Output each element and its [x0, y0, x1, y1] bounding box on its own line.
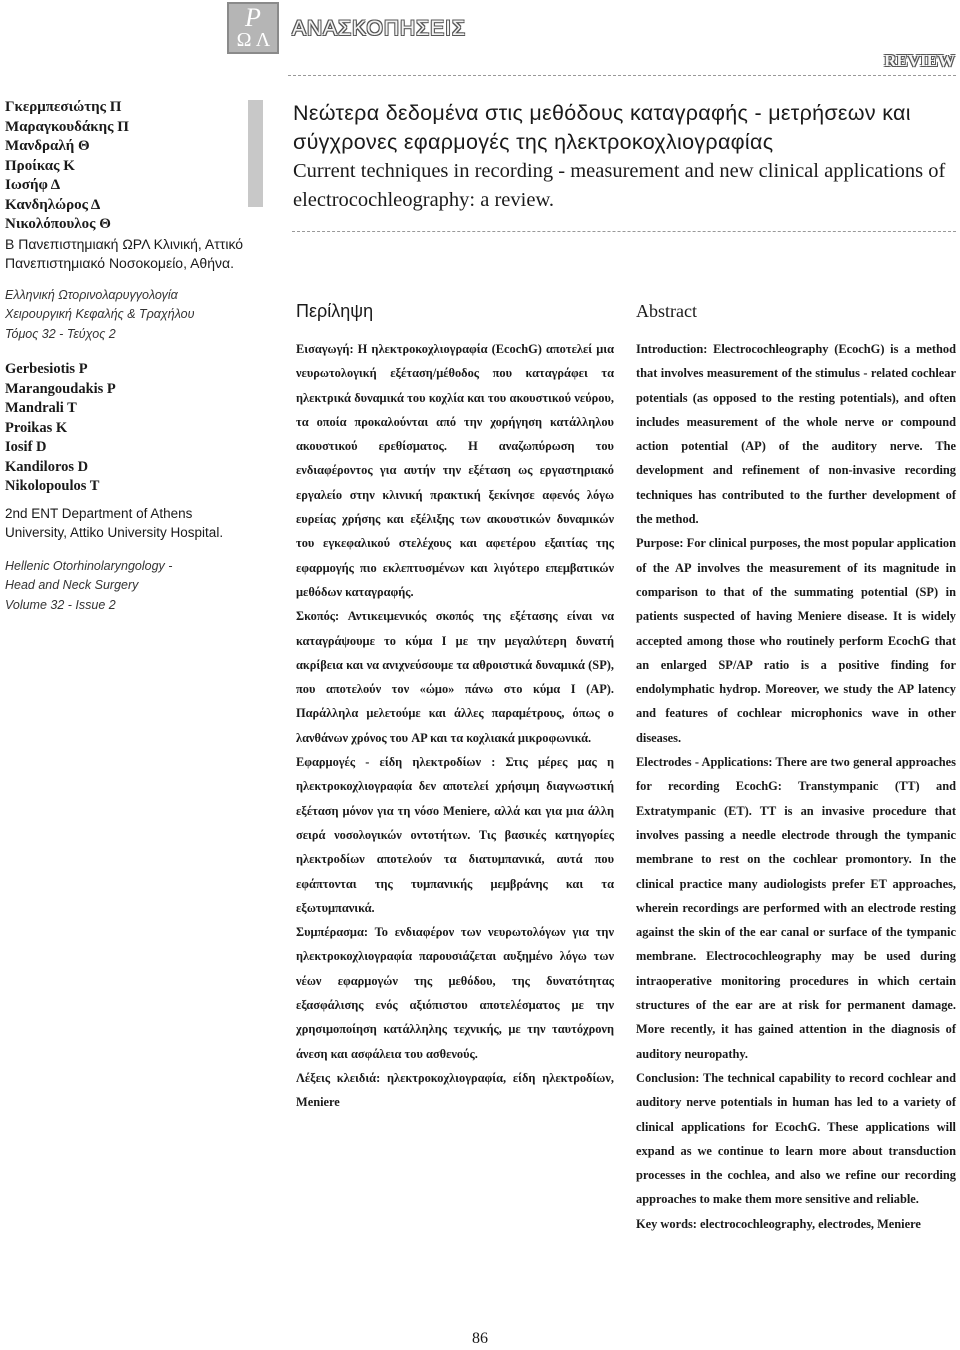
svg-text:P: P — [245, 3, 261, 32]
english-author: Kandiloros D — [5, 458, 89, 475]
greek-affiliation: Β Πανεπιστημιακή ΩΡΛ Κλινική, Αττικό Πανεπιστημιακό Νοσοκομείο, Αθήνα. — [5, 235, 244, 271]
greek-abstract-paragraph: Εισαγωγή: Η ηλεκτροκοχλιογραφία (EcochG) αποτελεί μια νευρωτολογική εξέταση/μέθοδος που καταγράφει τα ηλεκτρικά δυναμικά του κοχλία και του ακουστικού νεύρου, τα οποία προκαλούνται από την χορήγηση κατάλληλου ακουστικού ερεθίσματος. Η αναζωπύρωση του ενδιαφέροντος για αυτήν την εξέταση ως εργαστηριακό εργαλείο στην κλινική πρακτική ξεκίνησε αφενός λόγω ευρείας χρήσης και εξέλιξης των ακουστικών δυναμικών του εγκεφαλικού στελέχους και αφετέρου εξαιτίας της εφαρμογής πιο εκλεπτυσμένων και λιγότερο επεμβατικών μεθόδων καταγραφής. — [296, 342, 614, 599]
greek-journal-line: Χειρουργική Κεφαλής & Τραχήλου — [5, 307, 195, 321]
english-keywords: Key words: electrocochleography, electrodes, Meniere — [636, 1216, 921, 1231]
english-abstract-paragraph: Introduction: Electrocochleography (EcochG) is a method that involves measurement of the stimulus - related cochlear potentials (as opposed to the resting potentials), and often includes measurement of the whole nerve or compound action potential (AP) of the auditory nerve. The development and refinement of non-invasive recording techniques has contributed to the further development of the method. — [636, 342, 956, 527]
page-number: 86 — [472, 1330, 488, 1347]
english-journal-line: Volume 32 - Issue 2 — [5, 597, 116, 612]
greek-abstract-paragraph: Συμπέρασμα: Το ενδιαφέρον των νευρωτολόγων για την ηλεκτροκοχλιογραφία παρουσιάζεται αυξημένο λόγω των νέων εφαρμογών της μεθόδου, της δυνατότητας εξασφάλισης ενός αξιόπιστου αποτελέσματος με την χρησιμοποίηση κατάλληλης τεχνικής, με την ταυτόχρονη άνεση και ασφάλεια του ασθενούς. — [296, 925, 614, 1061]
greek-author: Γκερμπεσιώτης Π — [5, 99, 122, 115]
greek-abstract-paragraph: Σκοπός: Αντικειμενικός σκοπός της εξέτασης είναι να καταγράψουμε το κύμα I με την μεγαλύτερη δυνατή ακρίβεια και να ανιχνεύσουμε τα αθροιστικά δυναμικά (SP), που αποτελούν τον «ώμο» πάνω στο κύμα I (AP). Παράλληλα μελετούμε και άλλες παραμέτρους, όπως ο λανθάνων χρόνος του AP και τα κοχλιακά μικροφωνικά. — [296, 609, 614, 745]
english-author: Mandrali T — [5, 400, 77, 416]
english-author: Gerbesiotis P — [5, 361, 88, 377]
greek-keywords: Λέξεις κλειδιά: ηλεκτροκοχλιογραφία, είδη ηλεκτροδίων, Meniere — [296, 1070, 614, 1110]
decorative-bar — [248, 100, 263, 207]
article-title-greek: Νεώτερα δεδομένα στις μεθόδους καταγραφής - μετρήσεων και σύγχρονες εφαρμογές της ηλεκτροκοχλιογραφίας — [293, 101, 911, 154]
greek-abstract-body — [296, 337, 614, 1115]
svg-text:Λ: Λ — [255, 29, 271, 51]
title-divider — [292, 231, 956, 232]
greek-abstract-heading: Περίληψη — [296, 301, 374, 321]
english-abstract-paragraph: Conclusion: The technical capability to record cochlear and auditory nerve potentials in human has led to a variety of clinical applications for EcochG. These applications will expand as we continue to learn more about transduction processes in the cochlea, and also we refine our recording approaches to make them more sensitive and reliable. — [636, 1070, 956, 1207]
greek-author-list — [5, 98, 245, 235]
english-journal-info — [5, 557, 245, 616]
greek-author: Μανδραλή Θ — [5, 138, 90, 154]
english-journal-line: Head and Neck Surgery — [5, 578, 139, 592]
english-abstract-heading: Abstract — [636, 301, 697, 321]
greek-journal-line: Ελληνική Ωτορινολαρυγγολογία — [5, 287, 178, 302]
english-author: Marangoudakis P — [5, 380, 116, 397]
english-author: Proikas K — [5, 419, 68, 436]
english-author-list — [5, 360, 245, 497]
greek-author: Κανδηλώρος Δ — [5, 196, 101, 213]
journal-logo-icon — [227, 2, 279, 54]
english-abstract-body — [636, 337, 956, 1236]
greek-journal-info — [5, 286, 245, 345]
greek-author: Ιωσήφ Δ — [5, 177, 61, 193]
english-affiliation: 2nd ENT Department of Athens University, Attiko University Hospital. — [5, 505, 224, 540]
greek-author: Προίκας Κ — [5, 157, 75, 174]
english-journal-line: Hellenic Otorhinolaryngology - — [5, 558, 173, 573]
section-title: ΑΝΑΣΚΟΠΗΣΕΙΣ — [292, 17, 466, 40]
greek-journal-line: Τόμος 32 - Τεύχος 2 — [5, 326, 116, 341]
english-author: Nikolopoulos T — [5, 478, 100, 494]
header-divider — [288, 75, 956, 76]
author-sidebar — [5, 98, 245, 615]
greek-author: Μαραγκουδάκης Π — [5, 118, 129, 135]
greek-author: Νικολόπουλος Θ — [5, 216, 111, 232]
greek-abstract-paragraph: Εφαρμογές - είδη ηλεκτροδίων : Στις μέρες μας η ηλεκτροκοχλιογραφία δεν αποτελεί χρήσιμη διαγνωστική εξέταση μόνον για τη νόσο Meniere, αλλά και για μια άλλη σειρά νοσολογικών οντοτήτων. Τις βασικές κατηγορίες ηλεκτροδίων αποτελούν τα διατυμπανικά, αυτά που εφάπτονται της τυμπανικής μεμβράνης και τα εξωτυμπανικά. — [296, 755, 614, 915]
english-author: Iosif D — [5, 439, 47, 455]
article-title-english: Current techniques in recording - measurement and new clinical applications of electrocochleography: a review. — [293, 160, 946, 211]
english-abstract-paragraph: Purpose: For clinical purposes, the most popular application of the AP involves the measurement of its magnitude in comparison to that of the summating potential (SP) in patients suspected of having Meniere disease. It is widely accepted among those who routinely perform EcochG that an enlarged SP/AP ratio is a positive finding for endolymphatic hydrop. Moreover, we study the AP latency and features of cochlear microphonics wave in other diseases. — [636, 536, 956, 745]
svg-text:Ω: Ω — [236, 29, 252, 51]
review-label: REVIEW — [884, 51, 955, 70]
english-abstract-paragraph: Electrodes - Applications: There are two general approaches for recording EcochG: Transtympanic (TT) and Extratympanic (ET). TT is an invasive procedure that involves passing a needle electrode through the tympanic membrane to rest on the cochlear promontory. In the clinical practice many audiologists prefer ET approaches, wherein recordings are performed with an electrode resting against the skin of the ear canal or surface of the tympanic membrane. Electrocochleography may be used during intraoperative monitoring procedures in which certain structures of the ear are at risk for permanent damage. More recently, it has gained attention in the diagnosis of auditory neuropathy. — [636, 755, 956, 1061]
